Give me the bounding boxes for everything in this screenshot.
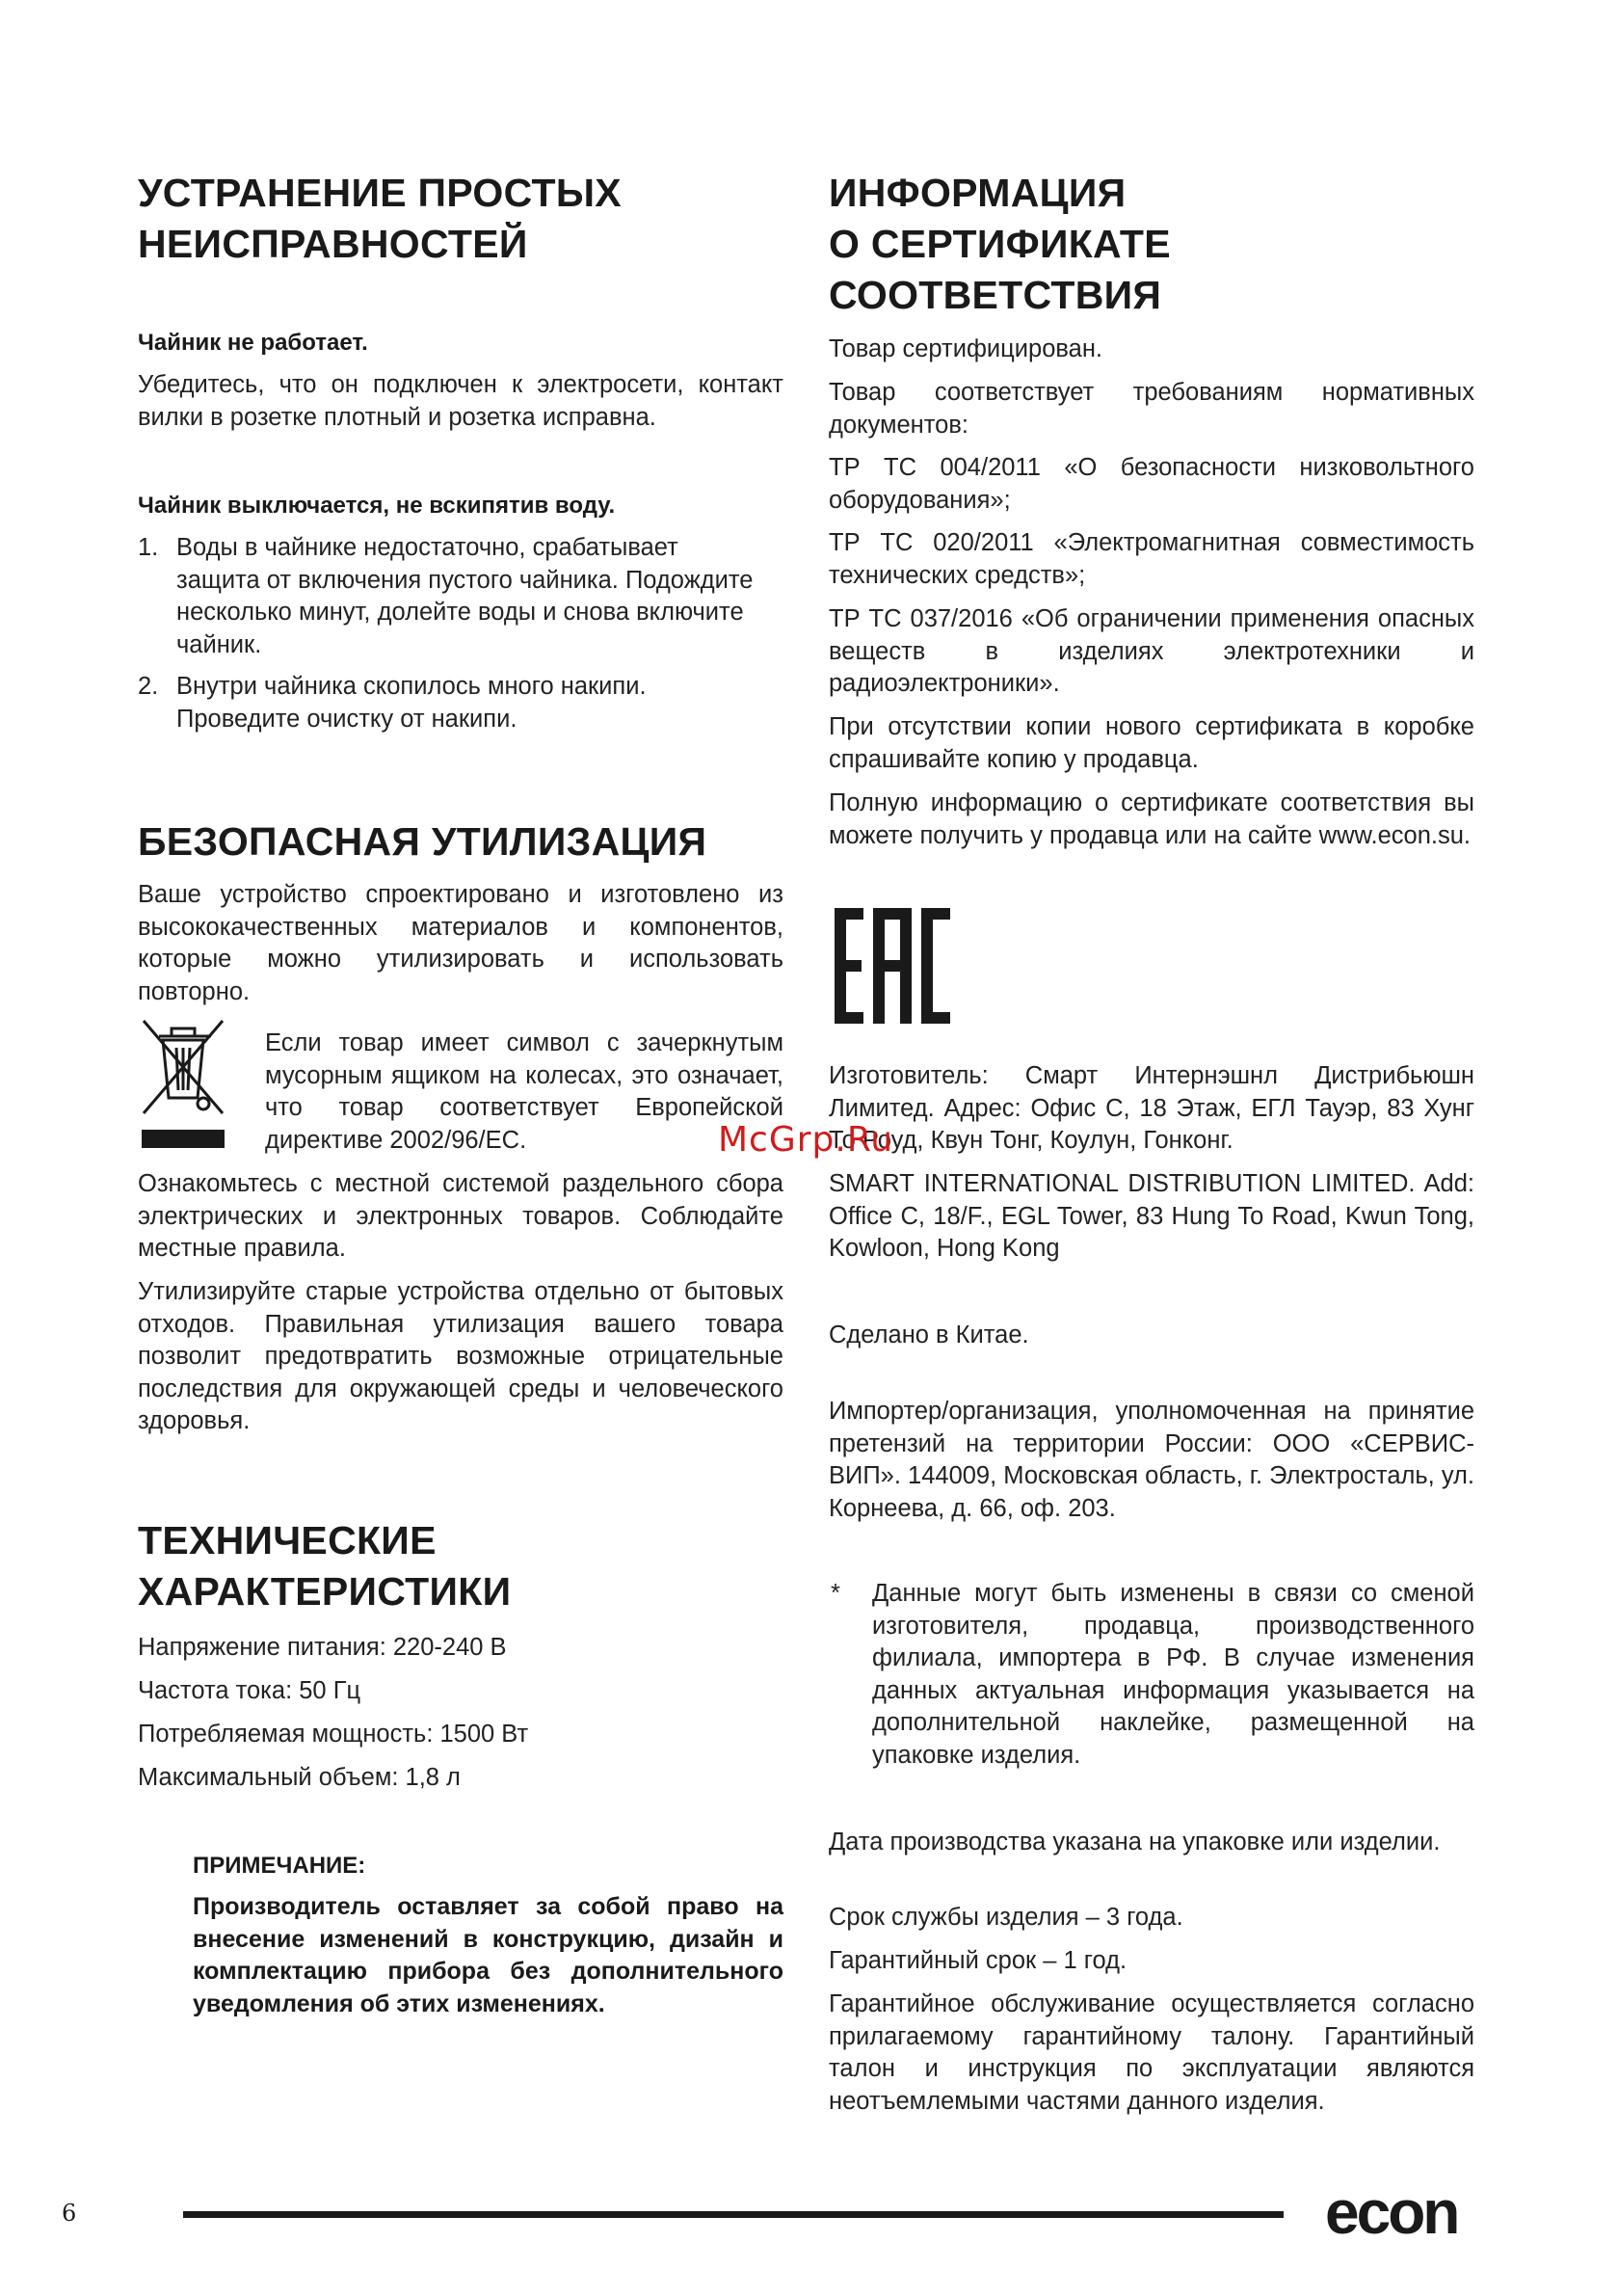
disposal-paragraph-3: Утилизируйте старые устройства отдельно от бытовых отходов. Правильная утилизация вашего товара позволит предотвратить возможные отрицательные последствия для окружающей среды и человеческого здоровья. [138,1278,783,1434]
cert-paragraph: ТР ТС 020/2011 «Электромагнитная совместимость технических средств»; [829,529,1474,589]
spec-line: Потребляемая мощность: 1500 Вт [138,1721,529,1748]
specs-heading: ТЕХНИЧЕСКИЕ ХАРАКТЕРИСТИКИ [138,1518,512,1614]
made-in: Сделано в Китае. [829,1322,1029,1348]
manufacturer-en: SMART INTERNATIONAL DISTRIBUTION LIMITED. Add: Office C, 18/F., EGL Tower, 83 Hung To Road, Kwun Tong, Kowloon, Hong Kong [829,1170,1474,1262]
spec-line: Напряжение питания: 220-240 В [138,1634,507,1661]
footer-divider [183,2211,1284,2218]
disposal-paragraph-1: Ваше устройство спроектировано и изготовлено из высококачественных материалов и компонентов, которые можно утилизировать и использовать повторно. [138,881,783,1005]
service-life: Срок службы изделия – 3 года. [829,1904,1183,1931]
disposal-symbol-text: Если товар имеет символ с зачеркнутым мусорным ящиком на колесах, это означает, что товар соответствует Европейской директиве 2002/96/EC. [265,1029,783,1154]
warranty-period: Гарантийный срок – 1 год. [829,1947,1127,1974]
list-item: 2. Внутри чайника скопилось много накипи. Проведите очистку от накипи. [138,673,647,733]
list-item: 1. Воды в чайнике недостаточно, срабатывает защита от включения пустого чайника. Подождите несколько минут, долейте воды и снова включите чайник. [138,534,754,658]
spec-line: Максимальный объем: 1,8 л [138,1764,461,1791]
econ-logo: econ [1325,2177,1458,2247]
troubleshoot-question-2: Чайник выключается, не вскипятив воду. [138,493,616,519]
eac-mark [829,906,954,1031]
troubleshoot-answer-1: Убедитесь, что он подключен к электросети, контакт вилки в розетке плотный и розетка исправна. [138,371,783,431]
footnote: * Данные могут быть изменены в связи со сменой изготовителя, продавца, производственного филиала, импортера в РФ. В случае изменения данных актуальная информация указывается на дополнительной наклейке, размещенной на упаковке изделия. [831,1580,1474,1769]
cert-paragraph: Товар соответствует требованиям нормативных документов: [829,379,1474,439]
cert-paragraph: ТР ТС 004/2011 «О безопасности низковольтного оборудования»; [829,454,1474,514]
cert-paragraph: ТР ТС 037/2016 «Об ограничении применения опасных веществ в изделиях электротехники и радиоэлектроники». [829,605,1474,697]
disposal-paragraph-2: Ознакомьтесь с местной системой раздельного сбора электрических и электронных товаров. Соблюдайте местные правила. [138,1170,783,1262]
note-text: Производитель оставляет за собой право на внесение изменений в конструкцию, дизайн и комплектацию прибора без дополнительного уведомления об этих изменениях. [193,1893,783,2017]
watermark: McGrp.Ru [718,1120,894,1160]
warranty-service: Гарантийное обслуживание осуществляется согласно прилагаемому гарантийному талону. Гарантийный талон и инструкция по эксплуатации являются неотъемлемыми частями данного изделия. [829,1990,1474,2115]
cert-paragraph: При отсутствии копии нового сертификата в коробке спрашивайте копию у продавца. [829,713,1474,773]
importer: Импортер/организация, уполномоченная на принятие претензий на территории России: ООО «СЕРВИС-ВИП». 144009, Московская область, г. Электросталь, ул. Корнеева, д. 66, оф. 203. [829,1398,1474,1522]
disposal-heading: БЕЗОПАСНАЯ УТИЛИЗАЦИЯ [138,819,707,864]
manufacturer-ru: Изготовитель: Смарт Интернэшнл Дистрибьюшн Лимитед. Адрес: Офис C, 18 Этаж, ЕГЛ Тауэр, 83 Хунг То Роуд, Квун Тонг, Коулун, Гонконг. [829,1062,1474,1154]
page-number: 6 [62,2200,77,2227]
troubleshoot-heading: УСТРАНЕНИЕ ПРОСТЫХ НЕИСПРАВНОСТЕЙ [138,171,622,266]
troubleshoot-question-1: Чайник не работает. [138,330,368,356]
note-title: ПРИМЕЧАНИЕ: [193,1853,366,1879]
spec-line: Частота тока: 50 Гц [138,1677,361,1704]
cert-heading: ИНФОРМАЦИЯ О СЕРТИФИКАТЕ СООТВЕТСТВИЯ [829,171,1171,317]
cert-paragraph: Товар сертифицирован. [829,335,1102,362]
production-date: Дата производства указана на упаковке или изделии. [829,1829,1441,1855]
cert-paragraph: Полную информацию о сертификате соответствия вы можете получить у продавца или на сайте www.econ.su. [829,789,1474,849]
crossed-bin-icon [138,1017,228,1157]
